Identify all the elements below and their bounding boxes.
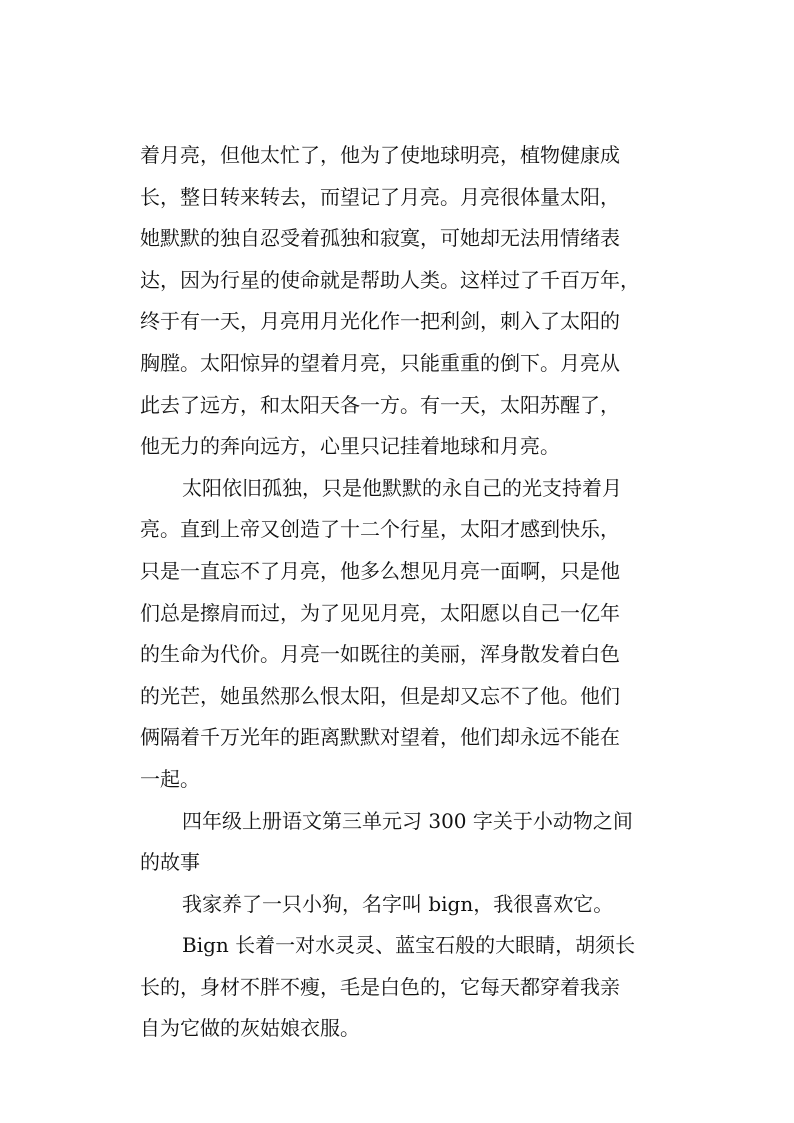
text-line: 们总是擦肩而过，为了见见月亮，太阳愿以自己一亿年 [140, 600, 620, 625]
paragraph-4 [140, 925, 666, 1050]
paragraph-3 [140, 884, 666, 926]
text-line: 俩隔着千万光年的距离默默对望着，他们却永远不能在 [140, 725, 620, 750]
text-line: 她默默的独自忍受着孤独和寂寞，可她却无法用情绪表 [140, 226, 620, 251]
paragraph-2 [140, 468, 666, 801]
text-line: 长的，身材不胖不瘦，毛是白色的，它每天都穿着我亲 [140, 974, 620, 999]
document-body [140, 135, 666, 1050]
text-line: Bign 长着一对水灵灵、蓝宝石般的大眼睛，胡须长 [182, 933, 636, 958]
text-line: 他无力的奔向远方，心里只记挂着地球和月亮。 [140, 434, 560, 459]
text-line: 此去了远方，和太阳天各一方。有一天，太阳苏醒了， [140, 392, 620, 417]
text-line: 只是一直忘不了月亮，他多么想见月亮一面啊，只是他 [140, 558, 620, 583]
text-line: 长，整日转来转去，而望记了月亮。月亮很体量太阳， [140, 184, 620, 209]
text-line: 的光芒，她虽然那么恨太阳，但是却又忘不了他。他们 [140, 683, 620, 708]
text-line: 我家养了一只小狗，名字叫 bign，我很喜欢它。 [182, 891, 614, 916]
text-line: 达，因为行星的使命就是帮助人类。这样过了千百万年， [140, 267, 640, 292]
text-line: 四年级上册语文第三单元习 300 字关于小动物之间 [182, 808, 633, 833]
text-line: 终于有一天，月亮用月光化作一把利剑，刺入了太阳的 [140, 309, 620, 334]
text-line: 一起。 [140, 766, 200, 791]
text-line: 自为它做的灰姑娘衣服。 [140, 1016, 360, 1041]
section-heading [140, 801, 666, 884]
text-line: 的故事 [140, 850, 200, 875]
text-line: 的生命为代价。月亮一如既往的美丽，浑身散发着白色 [140, 642, 620, 667]
text-line: 太阳依旧孤独，只是他默默的永自己的光支持着月 [182, 475, 622, 500]
text-line: 着月亮，但他太忙了，他为了使地球明亮，植物健康成 [140, 143, 620, 167]
paragraph-1 [140, 135, 666, 468]
text-line: 胸膛。太阳惊异的望着月亮，只能重重的倒下。月亮从 [140, 350, 620, 375]
text-line: 亮。直到上帝又创造了十二个行星，太阳才感到快乐， [140, 517, 620, 542]
